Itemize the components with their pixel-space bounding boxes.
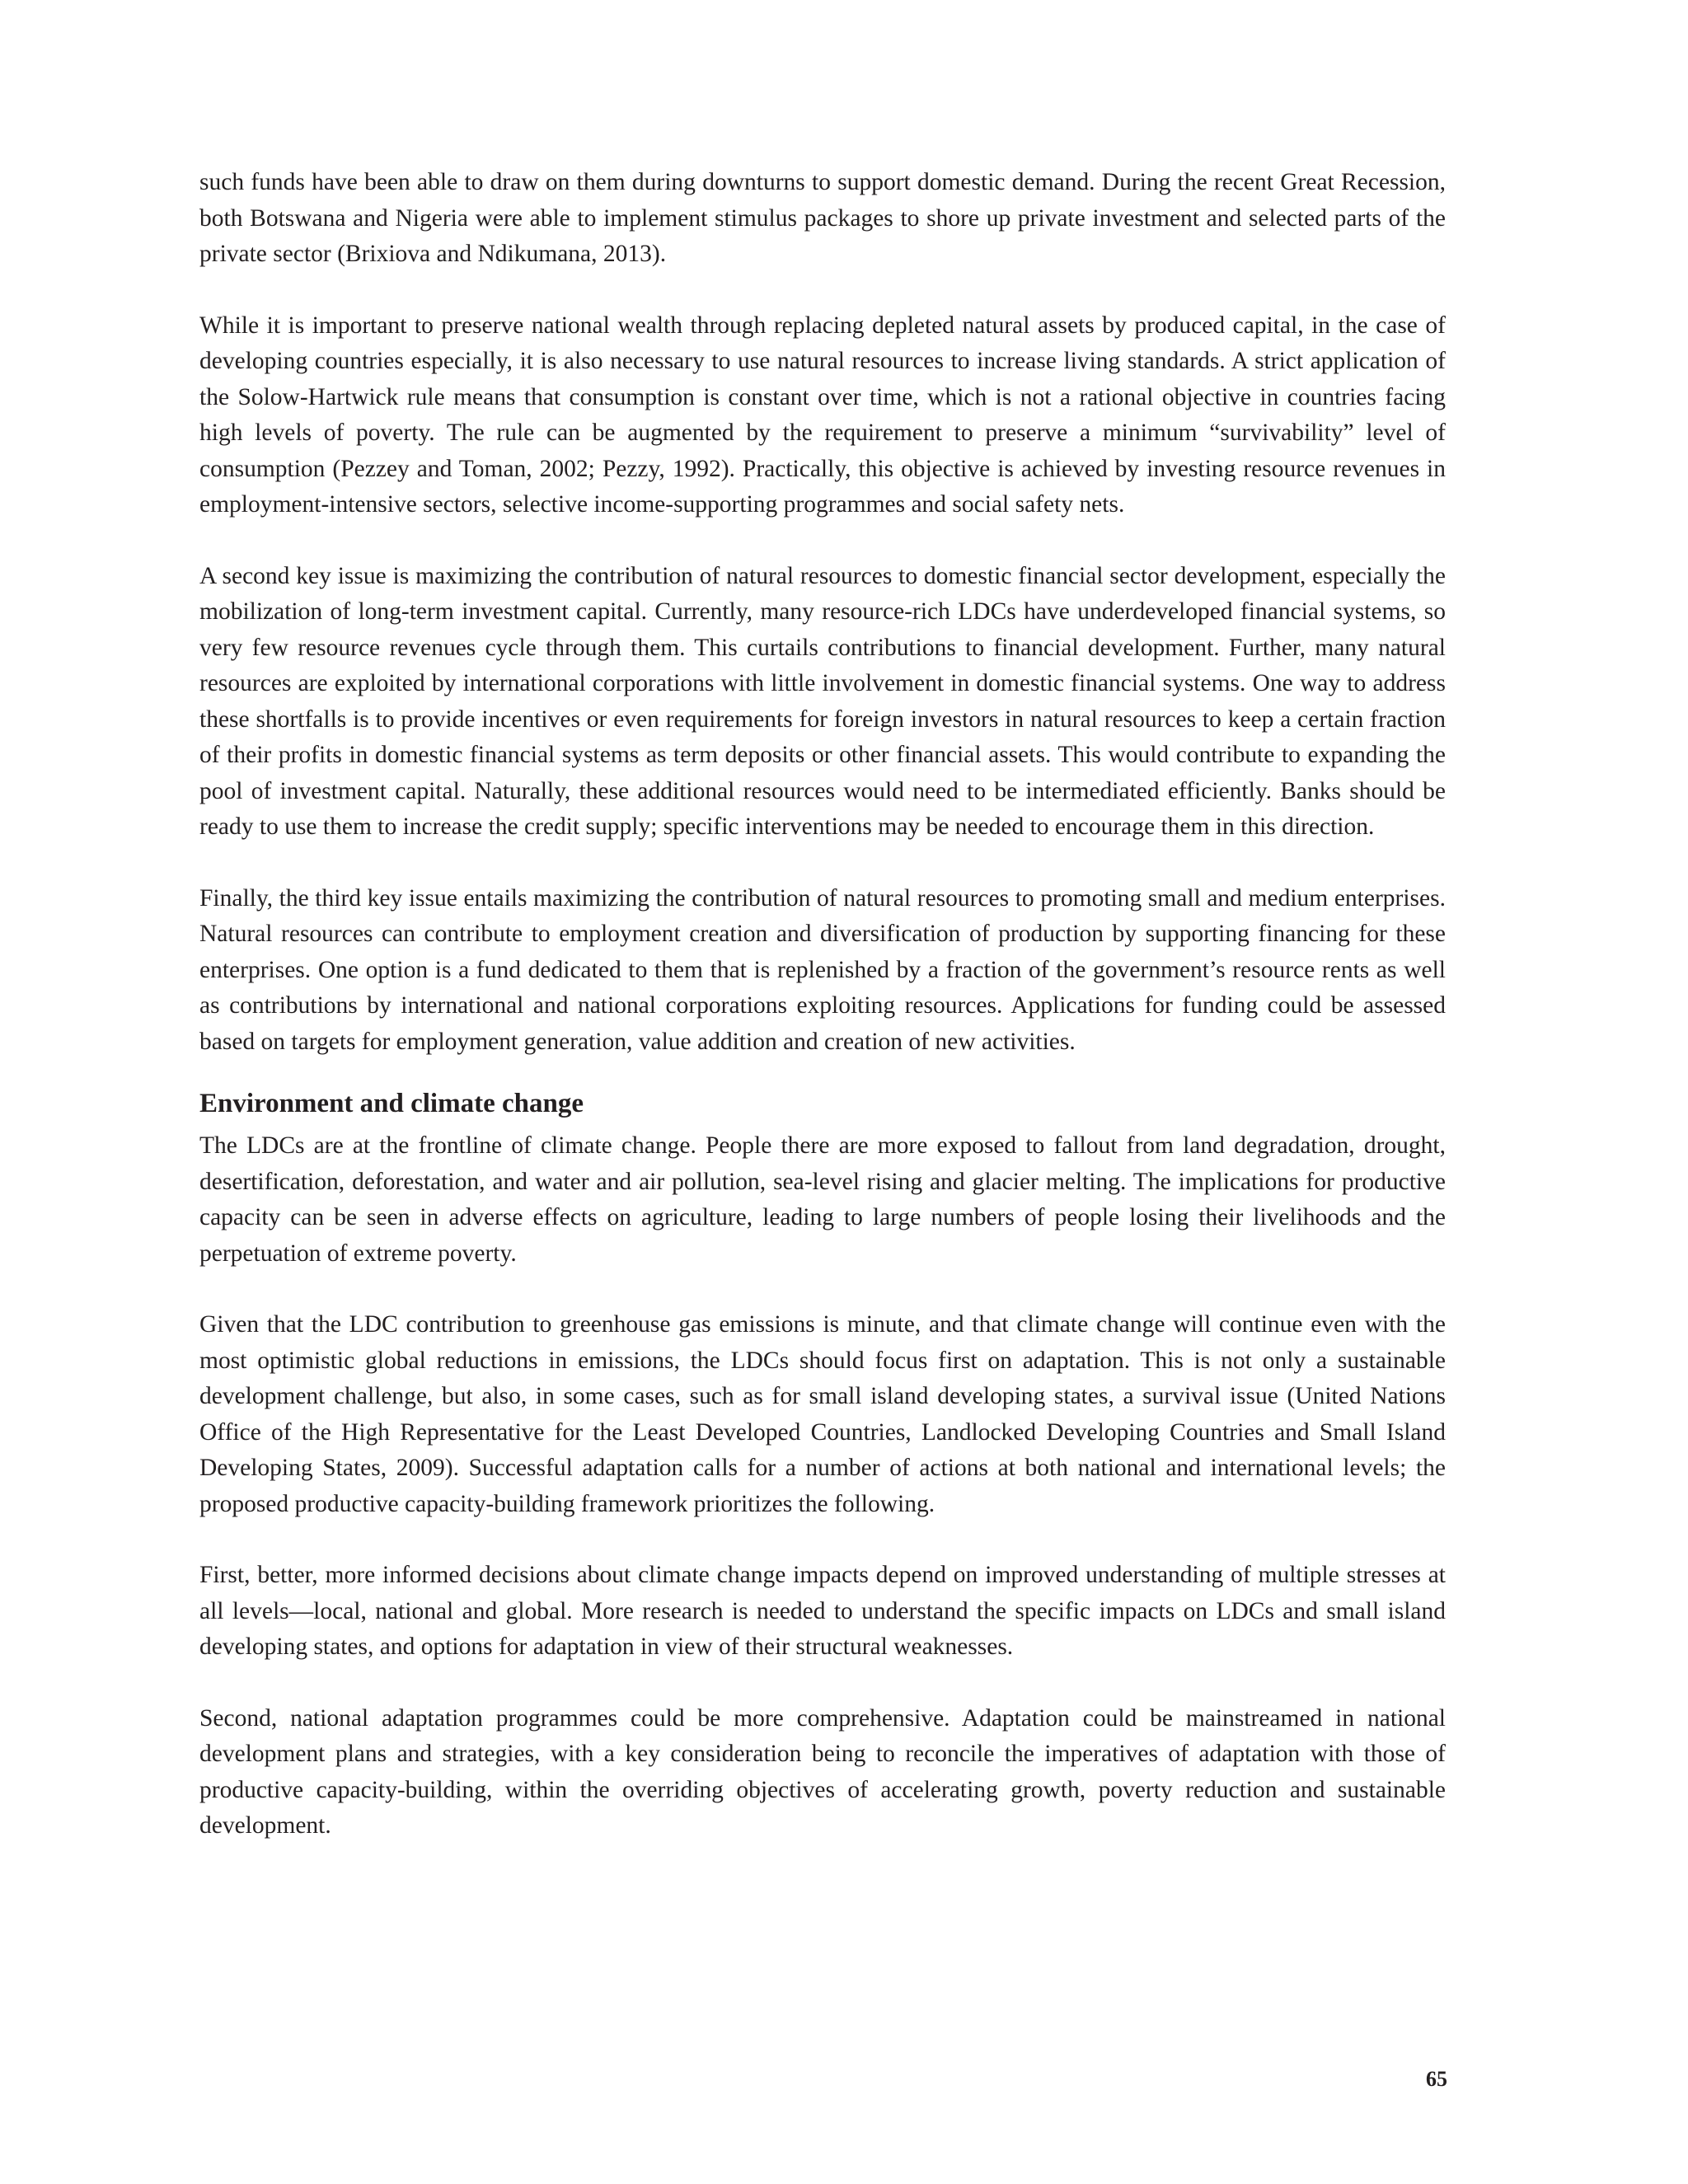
paragraph-small-medium-enterprises: Finally, the third key issue entails maximizing the contribution of natural resources to promoting small and medium enterprises. Natural resources can contribute to employment creation and diversification of production by supporting financing for these enterprises. One option is a fund dedicated to them that is replenished by a fraction of the government’s resource rents as well as contributions by international and national corporations exploiting resources. Applications for funding could be assessed based on targets for employment generation, value addition and creation of new activities.	[199, 884, 1446, 1055]
paragraph-preserve-national-wealth: While it is important to preserve national wealth through replacing depleted natural assets by produced capital, in the case of developing countries especially, it is also necessary to use natural resources to increase living standards. A strict application of the Solow-Hartwick rule means that consumption is constant over time, which is not a rational objective in countries facing high levels of poverty. The rule can be augmented by the requirement to preserve a minimum “survivability” level of consumption (Pezzey and Toman, 2002; Pezzy, 1992). Practically, this objective is achieved by investing resource revenues in employment-intensive sectors, selective income-supporting programmes and social safety nets.	[199, 312, 1446, 518]
paragraph-ldc-frontline: The LDCs are at the frontline of climate change. People there are more exposed to fallout from land degradation, drought, desertification, deforestation, and water and air pollution, sea-level rising and glacier melting. The implications for productive capacity can be seen in adverse effects on agriculture, leading to large numbers of people losing their livelihoods and the perpetuation of extreme poverty.	[199, 1132, 1446, 1267]
paragraph-funds-downturns: such funds have been able to draw on them during downturns to support domestic demand. During the recent Great Recession, both Botswana and Nigeria were able to implement stimulus packages to shore up private investment and selected parts of the private sector (Brixiova and Ndikumana, 2013).	[199, 169, 1446, 267]
section-heading: Environment and climate change	[199, 1089, 584, 1118]
page-number: 65	[1426, 2067, 1447, 2091]
paragraph-national-adaptation: Second, national adaptation programmes could be more comprehensive. Adaptation could be mainstreamed in national development plans and strategies, with a key consideration being to reconcile the imperatives of adaptation with those of productive capacity-building, within the overriding objectives of accelerating growth, poverty reduction and sustainable development.	[199, 1704, 1446, 1839]
page-content	[199, 165, 1446, 1880]
paragraph-adaptation-focus: Given that the LDC contribution to greenhouse gas emissions is minute, and that climate change will continue even with the most optimistic global reductions in emissions, the LDCs should focus first on adaptation. This is not only a sustainable development challenge, but also, in some cases, such as for small island developing states, a survival issue (United Nations Office of the High Representative for the Least Developed Countries, Landlocked Developing Countries and Small Island Developing States, 2009). Successful adaptation calls for a number of actions at both national and international levels; the proposed productive capacity-building framework prioritizes the following.	[199, 1311, 1446, 1517]
paragraph-informed-decisions: First, better, more informed decisions about climate change impacts depend on improved understanding of multiple stresses at all levels—local, national and global. More research is needed to understand the specific impacts on LDCs and small island developing states, and options for adaptation in view of their structural weaknesses.	[199, 1562, 1446, 1660]
paragraph-financial-sector-development: A second key issue is maximizing the contribution of natural resources to domestic financial sector development, especially the mobilization of long-term investment capital. Currently, many resource-rich LDCs have underdeveloped financial systems, so very few resource revenues cycle through them. This curtails contributions to financial development. Further, many natural resources are exploited by international corporations with little involvement in domestic financial systems. One way to address these shortfalls is to provide incentives or even requirements for foreign investors in natural resources to keep a certain fraction of their profits in domestic financial systems as term deposits or other financial assets. This would contribute to expanding the pool of investment capital. Naturally, these additional resources would need to be intermediated efficiently. Banks should be ready to use them to increase the credit supply; specific interventions may be needed to encourage them in this direction.	[199, 562, 1446, 840]
